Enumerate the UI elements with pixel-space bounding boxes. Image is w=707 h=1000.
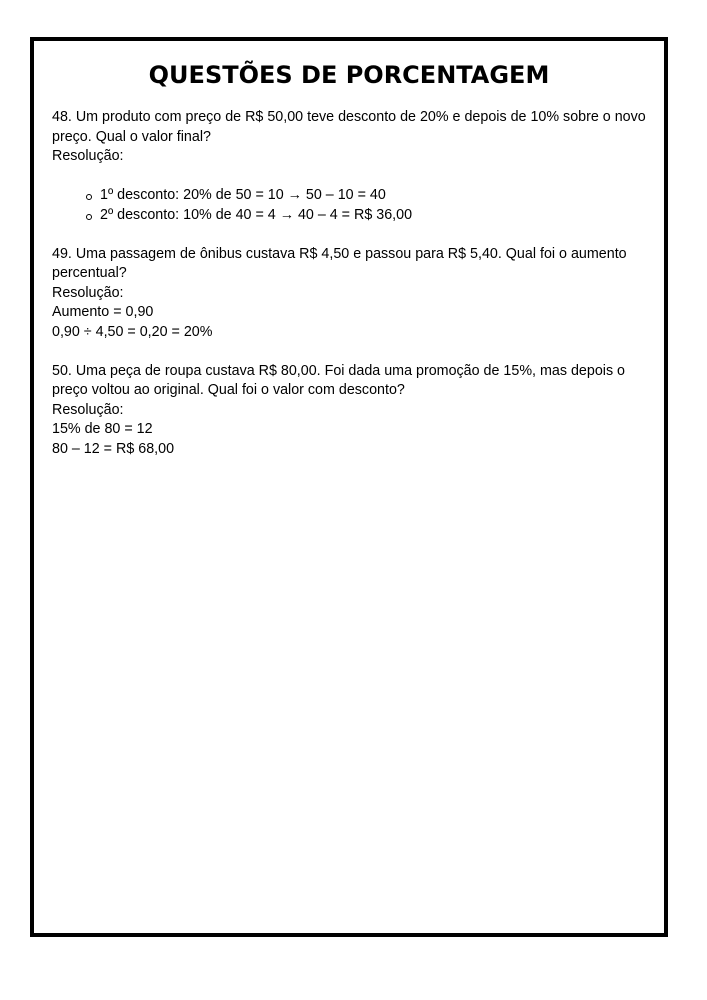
list-item — [86, 206, 652, 226]
question-text-line: 49. Uma passagem de ônibus custava R$ 4,50 e passou para R$ 5,40. Qual foi o aumento — [52, 245, 627, 262]
question-text-line: preço voltou ao original. Qual foi o valor com desconto? — [52, 382, 405, 398]
resolution-step: Aumento = 0,90 — [52, 304, 154, 320]
resolution-step: 80 – 12 = R$ 68,00 — [52, 440, 175, 457]
question-49 — [52, 245, 652, 343]
question-text-line: preço. Qual o valor final? — [52, 128, 211, 145]
resolution-label: Resolução: — [52, 148, 124, 164]
page-title: QUESTÕES DE PORCENTAGEM — [148, 61, 550, 89]
spacer — [52, 225, 652, 245]
resolution-step: 0,90 ÷ 4,50 = 0,20 = 20% — [52, 323, 213, 340]
question-text-line: 48. Um produto com preço de R$ 50,00 teve desconto de 20% e depois de 10% sobre o novo — [52, 109, 646, 125]
resolution-label: Resolução: — [52, 284, 124, 301]
question-text-line: 50. Uma peça de roupa custava R$ 80,00. Foi dada uma promoção de 15%, mas depois o — [52, 362, 626, 379]
resolution-label: Resolução: — [52, 401, 124, 418]
hollow-bullet-icon — [86, 214, 92, 220]
bullet-text: 1º desconto: 20% de 50 = 10 → 50 – 10 = 40 — [100, 187, 386, 203]
page-border — [30, 37, 668, 937]
spacer — [52, 167, 652, 187]
document-body — [52, 108, 652, 459]
resolution-step: 15% de 80 = 12 — [52, 421, 153, 437]
question-text-line: percentual? — [52, 265, 127, 281]
bullet-text: 2º desconto: 10% de 40 = 4 → 40 – 4 = R$ 36,00 — [100, 206, 413, 223]
question-48 — [52, 108, 652, 225]
hollow-bullet-icon — [86, 194, 92, 200]
spacer — [52, 342, 652, 362]
question-50 — [52, 362, 652, 460]
list-item — [86, 186, 652, 206]
resolution-bullet-list — [52, 186, 652, 225]
